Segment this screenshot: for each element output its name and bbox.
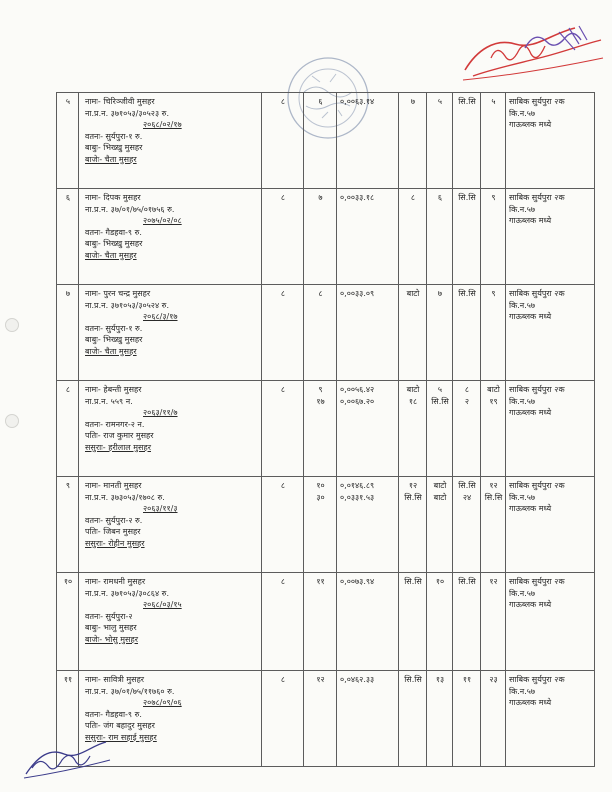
- issue-date: २०६८/०२/१७: [143, 120, 182, 129]
- boundary-4-cell: १२: [481, 573, 506, 671]
- relation-2: बाजेः- भोसु मुसहर: [85, 634, 138, 644]
- boundary-2-cell: १०: [427, 573, 453, 671]
- boundary-3-cell: सि.सि: [453, 189, 481, 285]
- relation-2: बाजेः- चैता मुसहर: [85, 154, 137, 164]
- owner-name: नामः- दिपक मुसहर: [85, 193, 141, 202]
- boundary-1-cell: ८: [399, 189, 427, 285]
- plot-number-cell-value: ३०: [316, 492, 325, 502]
- table-row: [57, 381, 595, 477]
- boundary-3-cell-value: सि.सि: [458, 481, 476, 490]
- remark-line: साबिक सुर्यपुरा २क: [509, 481, 565, 490]
- boundary-4-cell-value: सि.सि: [484, 492, 503, 502]
- citizenship-number: ना.प्र.न. ३७१०५३/३०८६४ रु.: [85, 588, 170, 598]
- boundary-3-cell-split: [456, 480, 478, 503]
- boundary-4-cell-value: बाटो: [487, 385, 500, 394]
- citizenship-number: ना.प्र.न. ३७१०५३/३०५२३ रु.: [85, 108, 170, 118]
- owner-name: नामः- चिरिञ्जीवी मुसहर: [85, 97, 155, 106]
- land-record-table: [56, 92, 595, 767]
- area-cell-value: ०,०१४६.८९: [340, 481, 375, 490]
- boundary-4-cell: [481, 381, 506, 477]
- remark-cell: [506, 573, 595, 671]
- issue-date: २०६८/०३/१५: [143, 600, 182, 609]
- area-cell-value: ०,००६७.२०: [340, 396, 375, 406]
- area-cell: ०,००७३.९४: [337, 573, 399, 671]
- remark-cell: [506, 381, 595, 477]
- owner-name: नामः- रामधनी मुसहर: [85, 577, 146, 586]
- table-row: [57, 671, 595, 767]
- ward-cell: ८: [262, 285, 304, 381]
- punch-hole-top: [5, 318, 19, 332]
- table-row: [57, 189, 595, 285]
- area-cell-split: [340, 384, 396, 407]
- remark-line: कि.न.५७: [509, 204, 536, 214]
- issue-date: २०७५/०२/०८: [143, 216, 182, 225]
- serial-number-cell: ११: [57, 671, 79, 767]
- citizenship-number: ना.प्र.न. ५५९ न.: [85, 396, 133, 406]
- relation-2: ससुराः- हरीलाल मुसहर: [85, 442, 151, 452]
- boundary-4-cell: ५: [481, 93, 506, 189]
- remark-line: कि.न.५७: [509, 492, 536, 502]
- boundary-3-cell: सि.सि: [453, 573, 481, 671]
- plot-number-cell-value: ९: [318, 385, 323, 394]
- relation-2: ससुराः- राम सहाई मुसहर: [85, 732, 157, 742]
- plot-number-cell: [304, 381, 337, 477]
- remark-line: कि.न.५७: [509, 588, 536, 598]
- plot-number-cell: ११: [304, 573, 337, 671]
- relation-1: पतिः- राज कुमार मुसहर: [85, 431, 154, 440]
- owner-name: नामः- पुरन चन्द्र मुसहर: [85, 289, 151, 298]
- owner-details-cell: [79, 381, 262, 477]
- area-cell-split: [340, 480, 396, 503]
- boundary-2-cell-split: [430, 384, 450, 407]
- issue-date: २०६३/११/७: [143, 408, 178, 417]
- area-cell: ०,०४६२.३३: [337, 671, 399, 767]
- handwritten-signature-top: [455, 18, 605, 88]
- issue-date: २०७८/०९/०६: [143, 698, 182, 707]
- boundary-1-cell: [399, 477, 427, 573]
- boundary-4-cell-split: [484, 384, 503, 407]
- remark-cell: [506, 671, 595, 767]
- boundary-2-cell-value: ५: [437, 385, 443, 394]
- relation-2: ससुराः- रोहीन मुसहर: [85, 538, 145, 548]
- serial-number-cell: ९: [57, 477, 79, 573]
- area-cell: [337, 381, 399, 477]
- boundary-3-cell-split: [456, 384, 478, 407]
- boundary-2-cell: ५: [427, 93, 453, 189]
- citizenship-number: ना.प्र.न. ३७१०५३/३०५२४ रु.: [85, 300, 170, 310]
- relation-2: बाजेः- चैता मुसहर: [85, 346, 137, 356]
- owner-details-cell: [79, 189, 262, 285]
- boundary-3-cell: [453, 477, 481, 573]
- serial-number-cell: ८: [57, 381, 79, 477]
- boundary-3-cell: ११: [453, 671, 481, 767]
- boundary-2-cell-value: बाटो: [433, 492, 447, 502]
- table-row: [57, 573, 595, 671]
- ward-cell: ८: [262, 477, 304, 573]
- boundary-4-cell-value: १९: [489, 396, 498, 406]
- remark-line: कि.न.५७: [509, 396, 536, 406]
- boundary-3-cell-value: २: [464, 396, 470, 406]
- boundary-2-cell-split: [430, 480, 450, 503]
- boundary-1-cell-value: १८: [408, 396, 418, 406]
- owner-name: नामः- सावित्री मुसहर: [85, 675, 145, 684]
- remark-line: गाऊब्लक मध्ये: [509, 216, 552, 225]
- table-body: [57, 93, 595, 767]
- address: वतनः- गैडहवा-९ रु.: [85, 227, 142, 237]
- address: वतनः- सुर्यपुरा-१ रु.: [85, 323, 143, 333]
- boundary-2-cell-value: बाटो: [433, 481, 447, 490]
- ward-cell: ८: [262, 573, 304, 671]
- boundary-4-cell: २३: [481, 671, 506, 767]
- remark-line: साबिक सुर्यपुरा २क: [509, 289, 565, 298]
- remark-line: गाऊब्लक मध्ये: [509, 504, 552, 513]
- boundary-3-cell-value: ८: [464, 385, 470, 394]
- area-cell: [337, 477, 399, 573]
- boundary-4-cell-value: १२: [489, 481, 498, 490]
- issue-date: २०६३/११/३: [143, 504, 178, 513]
- plot-number-cell: १२: [304, 671, 337, 767]
- boundary-2-cell: ६: [427, 189, 453, 285]
- remark-line: साबिक सुर्यपुरा २क: [509, 385, 565, 394]
- plot-number-cell-split: [307, 480, 334, 503]
- plot-number-cell: ७: [304, 189, 337, 285]
- plot-number-cell: [304, 477, 337, 573]
- boundary-3-cell: [453, 381, 481, 477]
- owner-details-cell: [79, 93, 262, 189]
- ward-cell: ८: [262, 671, 304, 767]
- remark-cell: [506, 477, 595, 573]
- remark-line: कि.न.५७: [509, 686, 536, 696]
- remark-cell: [506, 189, 595, 285]
- boundary-2-cell: १३: [427, 671, 453, 767]
- plot-number-cell: ६: [304, 93, 337, 189]
- area-cell-value: ०,०३३१.५३: [340, 492, 375, 502]
- relation-1: बाबुः- भिख्खु मुसहर: [85, 239, 143, 248]
- owner-name: नामः- मानती मुसहर: [85, 481, 142, 490]
- address: वतनः- गैडहवा-९ रु.: [85, 709, 142, 719]
- owner-details-cell: [79, 573, 262, 671]
- boundary-4-cell: [481, 477, 506, 573]
- issue-date: २०६८/३/१७: [143, 312, 178, 321]
- boundary-1-cell-value: सि.सि: [404, 492, 422, 502]
- owner-details-cell: [79, 285, 262, 381]
- area-cell-value: ०,००५६.४२: [340, 385, 375, 394]
- serial-number-cell: ६: [57, 189, 79, 285]
- remark-cell: [506, 285, 595, 381]
- boundary-2-cell: [427, 381, 453, 477]
- boundary-1-cell: ७: [399, 93, 427, 189]
- plot-number-cell-value: १७: [316, 396, 325, 406]
- ward-cell: ८: [262, 381, 304, 477]
- remark-line: गाऊब्लक मध्ये: [509, 408, 552, 417]
- relation-1: बाबुः- भिख्खु मुसहर: [85, 335, 143, 344]
- boundary-1-cell: [399, 381, 427, 477]
- address: वतनः- सुर्यपुरा-२ रु.: [85, 515, 143, 525]
- serial-number-cell: १०: [57, 573, 79, 671]
- address: वतनः- सुर्यपुरा-१ रु.: [85, 131, 143, 141]
- remark-cell: [506, 93, 595, 189]
- serial-number-cell: ७: [57, 285, 79, 381]
- boundary-1-cell: सि.सि: [399, 671, 427, 767]
- relation-2: बाजेः- चैता मुसहर: [85, 250, 137, 260]
- table-row: [57, 93, 595, 189]
- citizenship-number: ना.प्र.न. ३७/०१/७५/११७६० रु.: [85, 686, 175, 696]
- relation-1: पतिः- जिबन मुसहर: [85, 527, 141, 536]
- boundary-2-cell: ७: [427, 285, 453, 381]
- citizenship-number: ना.प्र.न. ३७/०१/७५/०१७५६ रु.: [85, 204, 175, 214]
- owner-name: नामः- हेबन्ती मुसहर: [85, 385, 142, 394]
- boundary-1-cell: बाटो: [399, 285, 427, 381]
- remark-line: गाऊब्लक मध्ये: [509, 698, 552, 707]
- remark-line: गाऊब्लक मध्ये: [509, 600, 552, 609]
- area-cell: ०,००३३.०९: [337, 285, 399, 381]
- punch-hole-bottom: [5, 414, 19, 428]
- remark-line: कि.न.५७: [509, 300, 536, 310]
- remark-line: साबिक सुर्यपुरा २क: [509, 675, 565, 684]
- boundary-3-cell: सि.सि: [453, 285, 481, 381]
- boundary-3-cell-value: २४: [462, 492, 472, 502]
- owner-details-cell: [79, 477, 262, 573]
- boundary-2-cell: [427, 477, 453, 573]
- plot-number-cell: ८: [304, 285, 337, 381]
- relation-1: बाबुः- भिख्खु मुसहर: [85, 143, 143, 152]
- remark-line: साबिक सुर्यपुरा २क: [509, 97, 565, 106]
- boundary-3-cell: सि.सि: [453, 93, 481, 189]
- address: वतनः- रामनगर-२ न.: [85, 419, 145, 429]
- boundary-1-cell-value: बाटो: [406, 385, 420, 394]
- remark-line: गाऊब्लक मध्ये: [509, 120, 552, 129]
- table-row: [57, 285, 595, 381]
- boundary-1-cell-split: [402, 480, 424, 503]
- relation-1: बाबुः- भालु मुसहर: [85, 623, 137, 632]
- serial-number-cell: ५: [57, 93, 79, 189]
- plot-number-cell-value: १०: [316, 481, 325, 490]
- relation-1: पतिः- जंग बहादुर मुसहर: [85, 721, 155, 730]
- boundary-4-cell: ९: [481, 285, 506, 381]
- remark-line: गाऊब्लक मध्ये: [509, 312, 552, 321]
- ward-cell: ८: [262, 93, 304, 189]
- area-cell: ०,००३३.१८: [337, 189, 399, 285]
- boundary-2-cell-value: सि.सि: [431, 396, 449, 406]
- remark-line: साबिक सुर्यपुरा २क: [509, 577, 565, 586]
- area-cell: ०,००६३.१४: [337, 93, 399, 189]
- table-row: [57, 477, 595, 573]
- citizenship-number: ना.प्र.न. ३७३०५३/१७०८ रु.: [85, 492, 165, 502]
- boundary-1-cell: सि.सि: [399, 573, 427, 671]
- boundary-4-cell: ९: [481, 189, 506, 285]
- plot-number-cell-split: [307, 384, 334, 407]
- boundary-1-cell-value: १२: [408, 481, 418, 490]
- remark-line: साबिक सुर्यपुरा २क: [509, 193, 565, 202]
- boundary-1-cell-split: [402, 384, 424, 407]
- handwritten-signature-bottom: [20, 738, 112, 782]
- boundary-4-cell-split: [484, 480, 503, 503]
- ward-cell: ८: [262, 189, 304, 285]
- address: वतनः- सुर्यपुरा-२: [85, 611, 133, 621]
- remark-line: कि.न.५७: [509, 108, 536, 118]
